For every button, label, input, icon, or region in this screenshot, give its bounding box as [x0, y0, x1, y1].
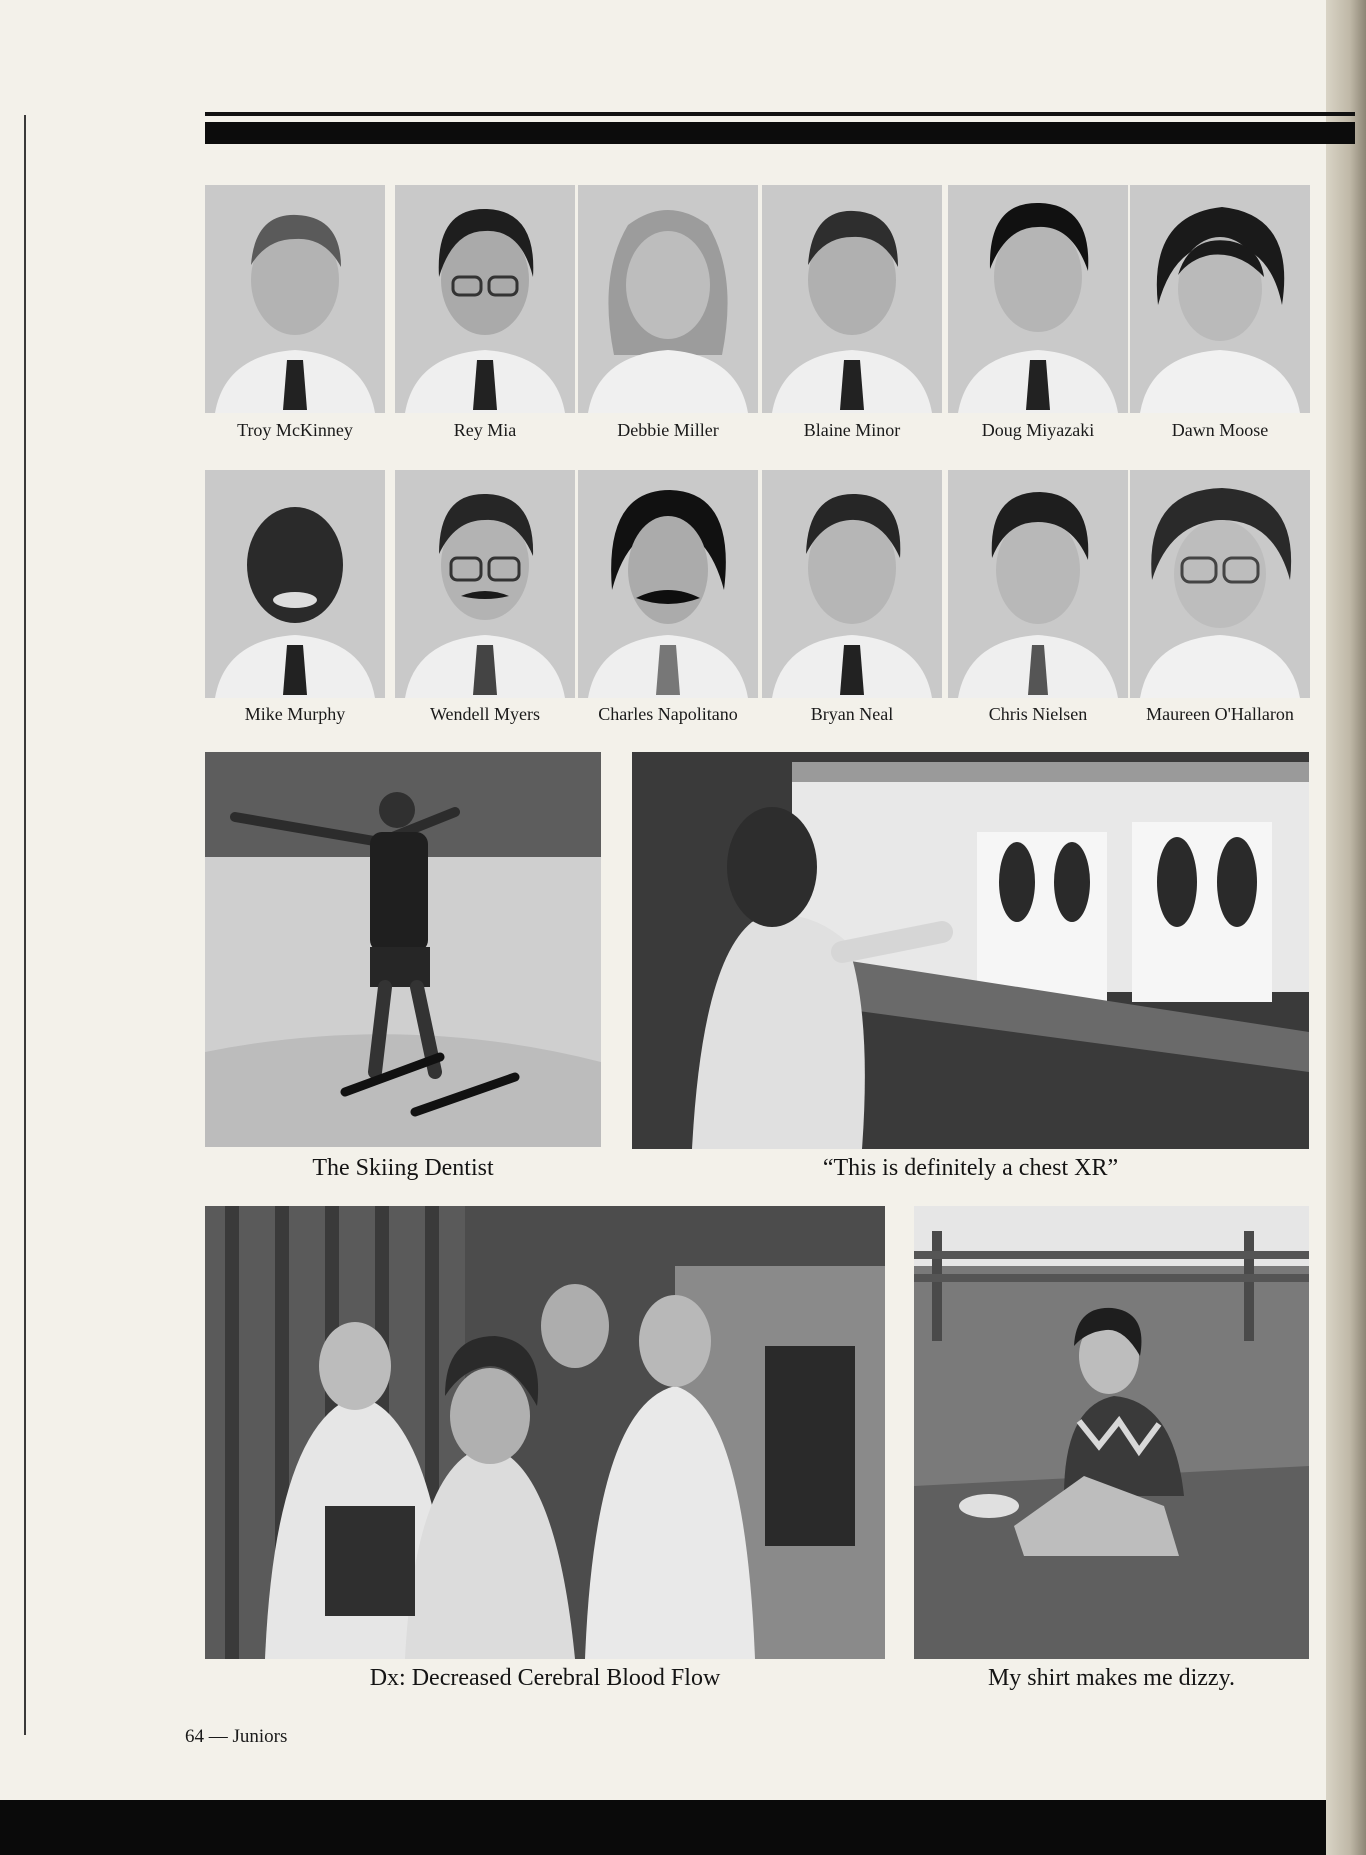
portrait-photo: [948, 470, 1128, 698]
footer-separator: —: [208, 1726, 228, 1747]
portrait-name: Chris Nielsen: [988, 704, 1088, 724]
portrait-name: Bryan Neal: [810, 704, 894, 724]
portrait-name: Doug Miyazaki: [981, 420, 1095, 440]
portrait-name: Rey Mia: [453, 420, 517, 440]
portrait-photo: [762, 470, 942, 698]
portrait-photo: [1130, 470, 1310, 698]
portrait-photo: [395, 470, 575, 698]
group-photo: [205, 1206, 885, 1659]
portrait-name: Maureen O'Hallaron: [1146, 704, 1294, 724]
portrait-name: Wendell Myers: [429, 704, 541, 724]
portrait-name: Blaine Minor: [803, 420, 901, 440]
section-name: Juniors: [232, 1726, 288, 1747]
portrait-photo: [205, 470, 385, 698]
portrait-name: Mike Murphy: [244, 704, 346, 724]
portrait-photo: [948, 185, 1128, 413]
portrait-photo: [1130, 185, 1310, 413]
dizzy-shirt-photo: [914, 1206, 1309, 1659]
portrait-photo: [205, 185, 385, 413]
group-photo-caption: Dx: Decreased Cerebral Blood Flow: [369, 1665, 721, 1691]
chest-xray-photo: [632, 752, 1309, 1149]
page-number: 64: [185, 1726, 204, 1747]
header-rule-thick: [205, 122, 1355, 144]
portrait-photo: [762, 185, 942, 413]
portrait-photo: [395, 185, 575, 413]
binding-line: [24, 115, 26, 1735]
portrait-name: Troy McKinney: [237, 420, 353, 440]
skiing-dentist-photo: [205, 752, 601, 1147]
chest-xray-caption: “This is definitely a chest XR”: [822, 1155, 1119, 1181]
header-rule-thin: [205, 112, 1355, 116]
page-edge: [1326, 0, 1366, 1855]
page-footer: [185, 1726, 287, 1748]
skiing-dentist-caption: The Skiing Dentist: [312, 1155, 494, 1181]
portrait-photo: [578, 185, 758, 413]
portrait-name: Charles Napolitano: [598, 704, 738, 724]
portrait-name: Dawn Moose: [1171, 420, 1269, 440]
portrait-photo: [578, 470, 758, 698]
dizzy-shirt-caption: My shirt makes me dizzy.: [987, 1665, 1236, 1691]
portrait-name: Debbie Miller: [617, 420, 719, 440]
